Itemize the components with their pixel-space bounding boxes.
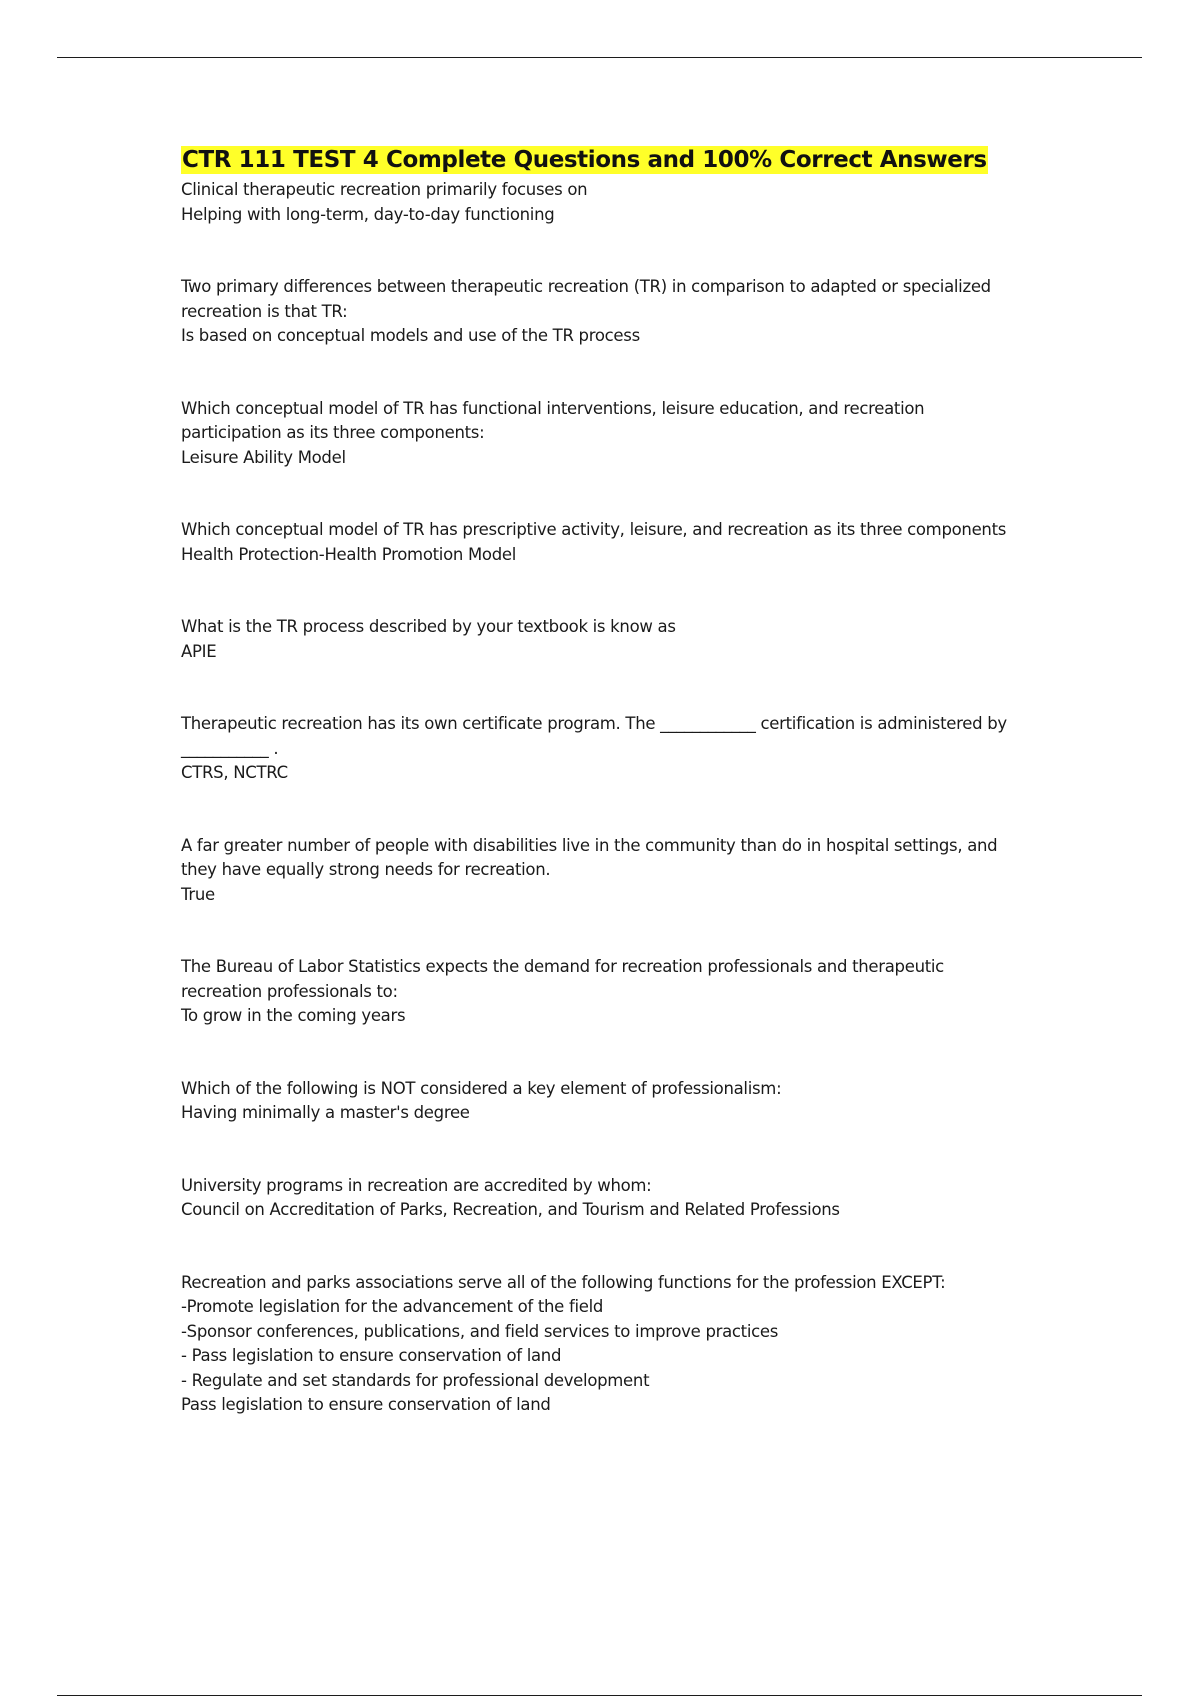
question-text: Therapeutic recreation has its own certificate program. The ____________ certification is administered by ___________ . bbox=[181, 714, 1007, 758]
option-text: -Sponsor conferences, publications, and field services to improve practices bbox=[181, 1321, 779, 1341]
answer-text: Council on Accreditation of Parks, Recreation, and Tourism and Related Professions bbox=[181, 1200, 840, 1219]
question-text: Which conceptual model of TR has functional interventions, leisure education, and recreation participation as its three components: bbox=[181, 398, 925, 442]
question-text: A far greater number of people with disabilities live in the community than do in hospital settings, and they have equally strong needs for recreation. bbox=[181, 835, 998, 879]
qa-item-4 bbox=[181, 518, 1021, 567]
qa-item-6 bbox=[181, 712, 1021, 786]
answer-text: True bbox=[181, 884, 215, 904]
answer-text: Is based on conceptual models and use of the TR process bbox=[181, 326, 640, 345]
qa-item-7 bbox=[181, 834, 1021, 908]
answer-text: CTRS, NCTRC bbox=[181, 763, 288, 782]
document-body bbox=[181, 146, 1021, 1466]
qa-item-5 bbox=[181, 615, 1021, 664]
header-rule bbox=[57, 57, 1142, 58]
question-text: What is the TR process described by your textbook is know as bbox=[181, 617, 676, 636]
question-text: Clinical therapeutic recreation primarily focuses on bbox=[181, 180, 588, 199]
question-text: Which conceptual model of TR has prescriptive activity, leisure, and recreation as its three components bbox=[181, 520, 1007, 539]
document-title: CTR 111 TEST 4 Complete Questions and 100% Correct Answers bbox=[182, 147, 987, 173]
qa-item-2 bbox=[181, 275, 1021, 349]
answer-text: Having minimally a master's degree bbox=[181, 1103, 470, 1122]
answer-text: To grow in the coming years bbox=[181, 1006, 406, 1025]
question-text: The Bureau of Labor Statistics expects the demand for recreation professionals and therapeutic recreation professionals to: bbox=[181, 957, 944, 1001]
footer-rule bbox=[57, 1695, 1142, 1696]
qa-item-1 bbox=[181, 178, 1021, 227]
qa-item-10 bbox=[181, 1174, 1021, 1223]
answer-text: Helping with long-term, day-to-day functioning bbox=[181, 204, 555, 224]
question-text: Which of the following is NOT considered a key element of professionalism: bbox=[181, 1078, 782, 1098]
option-text: - Pass legislation to ensure conservation of land bbox=[181, 1346, 562, 1365]
answer-text: Pass legislation to ensure conservation of land bbox=[181, 1395, 551, 1414]
answer-text: APIE bbox=[181, 641, 217, 661]
question-text: Recreation and parks associations serve all of the following functions for the profession EXCEPT: bbox=[181, 1272, 946, 1292]
option-text: - Regulate and set standards for professional development bbox=[181, 1370, 650, 1390]
answer-text: Health Protection-Health Promotion Model bbox=[181, 544, 517, 564]
qa-item-9 bbox=[181, 1077, 1021, 1126]
qa-item-11 bbox=[181, 1271, 1021, 1418]
question-text: University programs in recreation are accredited by whom: bbox=[181, 1175, 652, 1195]
qa-item-8 bbox=[181, 955, 1021, 1029]
question-text: Two primary differences between therapeutic recreation (TR) in comparison to adapted or specialized recreation is that TR: bbox=[181, 277, 991, 321]
option-text: -Promote legislation for the advancement of the field bbox=[181, 1297, 604, 1316]
answer-text: Leisure Ability Model bbox=[181, 447, 346, 467]
qa-item-3 bbox=[181, 397, 1021, 471]
